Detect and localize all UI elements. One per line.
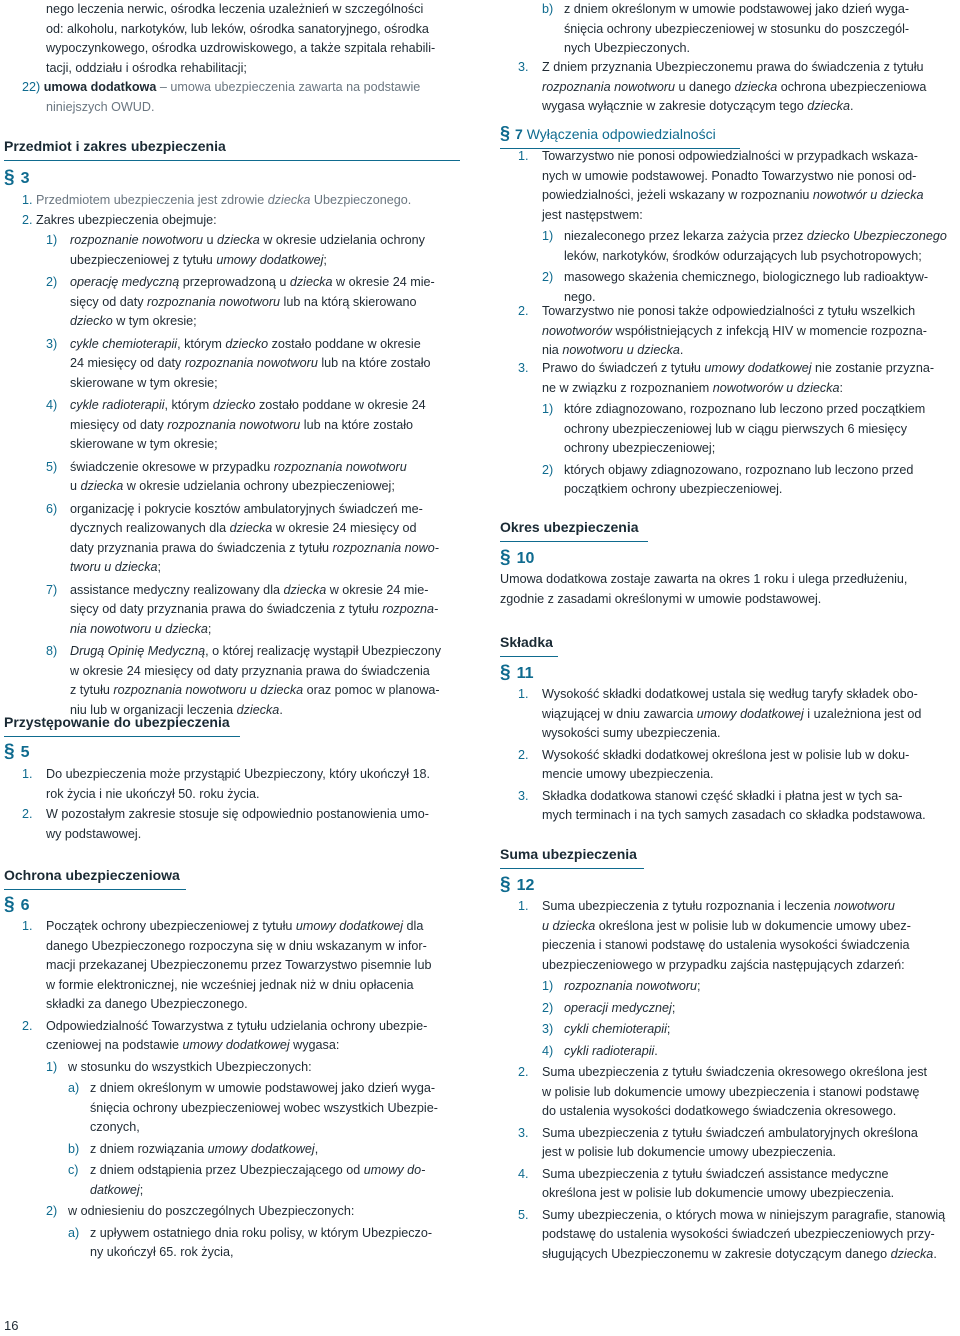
- page-number: 16: [4, 1318, 19, 1333]
- item-number: 2.: [22, 807, 33, 821]
- paragraph-number: 3: [20, 170, 30, 187]
- item-number: 8): [46, 644, 58, 658]
- def-text: – umowa ubezpieczenia zawarta na podstawie: [156, 80, 421, 94]
- numbered-item: [518, 1206, 958, 1265]
- item-3: [518, 58, 958, 117]
- letter-item: [68, 1161, 462, 1200]
- line: wysokości sumy ubezpieczenia.: [542, 726, 721, 740]
- item-number: 4): [46, 398, 58, 412]
- item-text: [564, 1042, 958, 1062]
- item-text: [68, 1202, 462, 1222]
- para6-content: [22, 917, 462, 1263]
- line: danego Ubezpieczonego rozpoczyna się w dniu wskazanym w infor-: [46, 938, 427, 953]
- section-heading-przystapienie: Przystępowanie do ubezpieczenia: [4, 713, 240, 737]
- line: w odniesieniu do poszczególnych Ubezpieczonych:: [68, 1204, 355, 1218]
- line: śnięcia ochrony ubezpieczeniowej w stosunku do poszczegól-: [564, 21, 910, 36]
- para7-item2: [518, 302, 958, 361]
- item-number: 5.: [518, 1207, 529, 1222]
- section-title: Wyłączenia odpowiedzialności: [526, 126, 716, 142]
- item-text: [542, 58, 958, 117]
- section-sign-icon: §: [500, 662, 511, 683]
- scope-item: [46, 458, 462, 497]
- line: Umowa dodatkowa zostaje zawarta na okres 1 roku i ulega przedłużeniu,: [500, 572, 908, 586]
- sub-item: [542, 1042, 958, 1062]
- sub-item: [542, 1020, 958, 1040]
- section-heading-ochrona: Ochrona ubezpieczeniowa: [4, 866, 186, 890]
- sub-item: [46, 1202, 462, 1222]
- intro-line: wypoczynkowego, ośrodka uzdrowiskowego, a także szpitala rehabili-: [46, 41, 436, 55]
- def-number: 22): [22, 80, 41, 94]
- item-text: [90, 1224, 462, 1263]
- numbered-item: [518, 359, 958, 398]
- para11-items: [518, 685, 958, 826]
- line: Wysokość składki dodatkowej ustala się według taryfy składek obo-: [542, 687, 918, 701]
- line: Z dniem przyznania Ubezpieczonemu prawa do świadczenia z tytułu: [542, 60, 924, 74]
- item-number: 4): [542, 1043, 554, 1058]
- section-heading-przedmiot: Przedmiot i zakres ubezpieczenia: [4, 137, 460, 161]
- line: w polisie lub dokumencie umowy ubezpieczenia i stanowi podstawę: [542, 1084, 920, 1099]
- para7-item3: [518, 359, 958, 500]
- numbered-item: [518, 685, 958, 744]
- paragraph-mark: [4, 742, 29, 763]
- line: z dniem określonym w umowie podstawowej jako dzień wyga-: [564, 2, 910, 16]
- line: rozpoznanie nowotworu u dziecka w okresie udzielania ochrony: [70, 233, 425, 247]
- paragraph-mark: [4, 895, 29, 916]
- line: zgodnie z zasadami określonymi w umowie podstawowej.: [500, 591, 822, 606]
- line: assistance medyczny realizowany dla dziecka w okresie 24 mie-: [70, 582, 429, 597]
- item-text: [70, 231, 462, 270]
- line: nych w umowie podstawowej. Ponadto Towarzystwo nie ponosi od-: [542, 168, 917, 183]
- paragraph-number: 6: [20, 897, 30, 914]
- line: początkiem ochrony ubezpieczeniowej.: [564, 482, 783, 496]
- numbered-item: [518, 746, 958, 785]
- intro-text: [46, 0, 462, 78]
- item-text: [542, 1124, 958, 1163]
- section-sign-icon: §: [500, 547, 511, 568]
- line: określona jest w polisie lub dokumencie umowy ubezpieczenia.: [542, 1186, 895, 1200]
- numbered-item: [518, 58, 958, 117]
- line: operacji medycznej;: [564, 1000, 676, 1015]
- line: mencie umowy ubezpieczenia.: [542, 767, 714, 781]
- scope-item: [46, 335, 462, 394]
- section-sign-icon: §: [4, 741, 15, 762]
- item-text: [90, 1161, 462, 1200]
- line: wiązującej w dniu zawarcia umowy dodatkowej i uzależniona jest od: [542, 706, 922, 721]
- line: jest następstwem:: [542, 207, 643, 222]
- item-text: Zakres ubezpieczenia obejmuje:: [36, 213, 217, 227]
- item-text: Ubezpieczonego.: [310, 193, 412, 207]
- item-text: [46, 765, 462, 804]
- para6-item2: [22, 1017, 462, 1056]
- item-number: 2.: [518, 304, 529, 318]
- def-text-cont: niniejszych OWUD.: [46, 99, 155, 114]
- line: sięcy od daty rozpoznania nowotworu lub na którą skierowano: [70, 294, 417, 309]
- line: z upływem ostatniego dnia roku polisy, w którym Ubezpieczo-: [90, 1225, 433, 1240]
- scope-item: [46, 500, 462, 578]
- numbered-item: [518, 1063, 958, 1122]
- item-number: 2): [542, 1000, 554, 1015]
- item-number: 1.: [22, 919, 33, 933]
- item-text: [564, 461, 958, 500]
- item-number: 1): [46, 1059, 58, 1074]
- item-number: 1): [542, 229, 554, 243]
- item-text: [564, 400, 958, 459]
- scope-item: [46, 642, 462, 720]
- para3-item2: [22, 211, 462, 231]
- item-number: 1.: [518, 687, 529, 701]
- item-text: [564, 1020, 958, 1040]
- line: niu lub w organizacji leczenia dziecka.: [70, 702, 283, 717]
- para10-text: [500, 570, 958, 609]
- numbered-item: [518, 302, 958, 361]
- numbered-item: [518, 147, 958, 225]
- line: Towarzystwo nie ponosi także odpowiedzialności z tytułu wszelkich: [542, 304, 916, 318]
- para7-item1: [518, 147, 958, 307]
- def-term: umowa dodatkowa: [43, 80, 157, 94]
- item-number: 2.: [22, 213, 33, 227]
- para7-sub: [542, 400, 958, 500]
- paragraph-mark: [500, 663, 534, 684]
- line: z dniem określonym w umowie podstawowej jako dzień wyga-: [90, 1081, 436, 1095]
- item-number: 1.: [22, 193, 33, 207]
- item-number: 4.: [518, 1166, 529, 1181]
- numbered-item: [518, 897, 958, 975]
- section-sign-icon: §: [500, 874, 511, 895]
- line: Drugą Opinię Medyczną, o której realizację wystąpił Ubezpieczony: [70, 644, 441, 658]
- line: podstawę do ustalenia wysokości świadczeń ubezpieczeniowych przy-: [542, 1227, 935, 1241]
- scope-list: [46, 231, 462, 720]
- item-number: 3.: [518, 361, 529, 375]
- item-text: [542, 1206, 958, 1265]
- line: tworu u dziecka;: [70, 560, 161, 574]
- para6-sub2-letters: [68, 1224, 462, 1263]
- line: których objawy zdiagnozowano, rozpoznano lub leczono przed: [564, 462, 914, 477]
- item-text: [70, 335, 462, 394]
- line: u dziecka w okresie udzielania ochrony ubezpieczeniowej;: [70, 479, 395, 493]
- item-text: [46, 917, 462, 1015]
- line: W pozostałym zakresie stosuje się odpowiednio postanowienia umo-: [46, 807, 429, 821]
- line: składki za danego Ubezpieczonego.: [46, 997, 248, 1011]
- line: cykle radioterapii, którym dziecko zostało poddane w okresie 24: [70, 398, 426, 412]
- line: masowego skażenia chemicznego, biologicznego lub radioaktyw-: [564, 270, 929, 284]
- item-text: [46, 1017, 462, 1056]
- sub-item: [542, 977, 958, 997]
- line: świadczenie okresowe w przypadku rozpoznania nowotworu: [70, 459, 407, 474]
- item-number: 6): [46, 501, 58, 516]
- item-number: 1.: [22, 767, 33, 781]
- sub-item: [542, 400, 958, 459]
- paragraph-mark: [500, 875, 534, 896]
- section-heading-skladka: Składka: [500, 633, 558, 657]
- sub-item: [46, 1058, 462, 1078]
- item-number: 3): [46, 336, 58, 351]
- intro-line: od: alkoholu, narkotyków, lub leków, ośrodka sanatoryjnego, ośrodka: [46, 21, 429, 36]
- item-text: [542, 897, 958, 975]
- line: skierowane w tym okresie;: [70, 437, 218, 451]
- numbered-item: [518, 787, 958, 826]
- item-number: 1.: [518, 149, 529, 163]
- item-text: [542, 787, 958, 826]
- para3-item1: [22, 191, 462, 211]
- item-number: b): [542, 2, 554, 16]
- item-text: [46, 805, 462, 844]
- line: czonych,: [90, 1120, 140, 1134]
- line: Suma ubezpieczenia z tytułu rozpoznania i leczenia nowotworu: [542, 899, 895, 913]
- item-number: 1): [46, 233, 58, 247]
- item-number: 1): [542, 979, 554, 993]
- item-number: 1.: [518, 899, 529, 913]
- sub-item: [542, 461, 958, 500]
- letter-item: [68, 1140, 462, 1160]
- item-number: 2.: [518, 1065, 529, 1079]
- item-text: [70, 458, 462, 497]
- item-text: [70, 396, 462, 455]
- line: Składka dodatkowa stanowi część składki i płatna jest w tych sa-: [542, 788, 903, 803]
- para5-item2: [22, 805, 462, 844]
- line: pieczenia i stanowi podstawę do ustalenia wysokości świadczenia: [542, 938, 910, 952]
- item-number: 3.: [518, 788, 529, 803]
- item-text: [564, 227, 958, 266]
- line: mych terminach i na tych samych zasadach co składka podstawowa.: [542, 808, 926, 822]
- line: ne w związku z rozpoznaniem nowotworów u dziecka:: [542, 380, 843, 395]
- item-text: [542, 1165, 958, 1204]
- para6-item1: [22, 917, 462, 1015]
- para6-sub1: [46, 1058, 462, 1263]
- item-number: 7): [46, 582, 58, 597]
- item-number: 2.: [22, 1018, 33, 1033]
- line: skierowane w tym okresie;: [70, 375, 218, 390]
- line: ny ukończył 65. rok życia,: [90, 1245, 234, 1259]
- item-text: [68, 1058, 462, 1078]
- numbered-item: [518, 1165, 958, 1204]
- line: wy podstawowej.: [46, 826, 142, 841]
- line: organizację i pokrycie kosztów ambulatoryjnych świadczeń me-: [70, 501, 423, 516]
- item-text: [90, 1140, 462, 1160]
- para12-items: [518, 897, 958, 1264]
- item-number: 3.: [518, 1125, 529, 1140]
- item-text: [542, 147, 958, 225]
- item-text: [542, 302, 958, 361]
- line: które zdiagnozowano, rozpoznano lub leczono przed początkiem: [564, 402, 926, 416]
- line: daty przyznania prawa do świadczenia z tytułu rozpoznania nowo-: [70, 540, 439, 555]
- item-number: 2): [542, 270, 554, 284]
- line: cykli radioterapii.: [564, 1043, 658, 1058]
- line: Początek ochrony ubezpieczeniowej z tytułu umowy dodatkowej dla: [46, 919, 424, 933]
- line: nych Ubezpieczonych.: [564, 41, 691, 55]
- line: nego.: [564, 289, 596, 304]
- item-number: 3): [542, 1022, 554, 1036]
- paragraph-number: 5: [20, 744, 30, 761]
- line: rozpoznania nowotworu u danego dziecka ochrona ubezpieczeniowa: [542, 79, 927, 94]
- line: sługujących Ubezpieczonemu w zakresie dotyczącym danego dziecka.: [542, 1246, 937, 1261]
- item-number: 2): [46, 1204, 58, 1218]
- line: Sumy ubezpieczenia, o których mowa w niniejszym paragrafie, stanowią: [542, 1207, 946, 1222]
- item-text: [542, 746, 958, 785]
- line: z tytułu rozpoznania nowotworu u dziecka oraz pomoc w planowa-: [70, 683, 440, 697]
- numbered-item: [518, 1124, 958, 1163]
- line: z dniem rozwiązania umowy dodatkowej,: [90, 1141, 319, 1156]
- line: sięcy od daty przyznania prawa do świadczenia z tytułu rozpozna-: [70, 602, 439, 616]
- line: Towarzystwo nie ponosi odpowiedzialności w przypadkach wskaza-: [542, 149, 918, 163]
- item-text: Przedmiotem ubezpieczenia jest zdrowie: [36, 193, 268, 207]
- line: operację medyczną przeprowadzoną u dziecka w okresie 24 mie-: [70, 275, 435, 289]
- line: Do ubezpieczenia może przystąpić Ubezpieczony, który ukończył 18.: [46, 767, 431, 781]
- line: śnięcia ochrony ubezpieczeniowej wobec wszystkich Ubezpie-: [90, 1100, 438, 1115]
- line: 24 miesięcy od daty rozpoznania nowotworu lub na które zostało: [70, 356, 431, 370]
- line: miesięcy od daty rozpoznania nowotworu lub na które zostało: [70, 417, 414, 432]
- item-text: [564, 999, 958, 1019]
- item-text: [70, 500, 462, 578]
- section-heading-suma: Suma ubezpieczenia: [500, 845, 644, 869]
- line: ochrony ubezpieczeniowej;: [564, 441, 716, 455]
- line: do ustalenia wysokości dodatkowego świadczenia okresowego.: [542, 1104, 897, 1118]
- section-sign-icon: §: [4, 167, 15, 188]
- line: Suma ubezpieczenia z tytułu świadczeń ambulatoryjnych określona: [542, 1125, 918, 1140]
- line: Wysokość składki dodatkowej określona jest w polisie lub w doku-: [542, 747, 910, 762]
- section-heading-wylaczenia: [500, 124, 740, 149]
- item-number: 1): [542, 402, 554, 416]
- item-text: [542, 359, 958, 398]
- scope-item: [46, 273, 462, 332]
- item-text: [70, 273, 462, 332]
- line: nia nowotworu u dziecka.: [542, 343, 684, 357]
- sub-item: [542, 999, 958, 1019]
- item-text: [542, 1063, 958, 1122]
- line: w formie elektronicznej, nie wcześniej jednak niż w dniu opłacenia: [46, 977, 414, 992]
- scope-item: [46, 396, 462, 455]
- line: ubezpieczeniowej z tytułu umowy dodatkowej;: [70, 252, 327, 267]
- paragraph-number: 10: [516, 550, 535, 567]
- item-number: 5): [46, 459, 58, 474]
- item-text: [70, 642, 462, 720]
- line: dziecko w tym okresie;: [70, 314, 197, 328]
- item-number: 2): [46, 275, 58, 289]
- line: u dziecka określona jest w polisie lub w dokumencie umowy ubez-: [542, 918, 911, 933]
- line: Suma ubezpieczenia z tytułu świadczenia okresowego określona jest: [542, 1065, 928, 1079]
- line: Prawo do świadczeń z tytułu umowy dodatkowej nie zostanie przyzna-: [542, 361, 935, 375]
- line: dycznych realizowanych dla dziecka w okresie 24 miesięcy od: [70, 521, 417, 535]
- scope-item: [46, 581, 462, 640]
- line: nowotworów współistniejących z infekcją HIV w momencie rozpozna-: [542, 323, 927, 338]
- item-text-em: dziecka: [267, 193, 311, 207]
- definition-22: [22, 78, 462, 117]
- paragraph-number: 11: [516, 665, 534, 682]
- line: ochrony ubezpieczeniowej lub w ciągu pierwszych 6 miesięcy: [564, 421, 907, 436]
- item-number: a): [68, 1225, 80, 1240]
- line: powiedzialności, jeżeli wskazany w rozpoznaniu nowotwór u dziecka: [542, 188, 924, 202]
- item-text: [542, 685, 958, 744]
- letter-item: [68, 1224, 462, 1263]
- item-text: [70, 581, 462, 640]
- line: z dniem odstąpienia przez Ubezpieczającego od umowy do-: [90, 1163, 426, 1177]
- line: niezaleconego przez lekarza zażycia przez dziecko Ubezpieczonego: [564, 229, 947, 243]
- line: w stosunku do wszystkich Ubezpieczonych:: [68, 1059, 312, 1074]
- line: Odpowiedzialność Towarzystwa z tytułu udzielania ochrony ubezpie-: [46, 1018, 428, 1033]
- sub-item: [542, 227, 958, 266]
- item-number: 2.: [518, 747, 529, 762]
- paragraph-number: 12: [516, 877, 535, 894]
- letter-item: [542, 0, 958, 59]
- section-sign-icon: §: [500, 123, 516, 143]
- line: ubezpieczeniowego w przypadku zajścia następujących zdarzeń:: [542, 957, 905, 972]
- paragraph-number: 7: [515, 126, 527, 142]
- para6-sub1-letters: [68, 1079, 462, 1200]
- item-number: a): [68, 1081, 80, 1095]
- line: rok życia i nie ukończył 50. roku życia.: [46, 786, 260, 801]
- item-number: b): [68, 1141, 80, 1156]
- line: cykli chemioterapii;: [564, 1022, 671, 1036]
- para5-item1: [22, 765, 462, 804]
- line: leków, narkotyków, środków odurzających lub psychotropowych;: [564, 248, 922, 263]
- line: rozpoznania nowotworu;: [564, 979, 701, 993]
- item-number: 3.: [518, 60, 529, 74]
- line: datkowej;: [90, 1182, 144, 1197]
- intro-line: tacji, oddziału i ośrodka rehabilitacji;: [46, 60, 247, 75]
- line: nia nowotworu u dziecka;: [70, 621, 212, 636]
- line: cykle chemioterapii, którym dziecko zostało poddane w okresie: [70, 336, 421, 351]
- section-heading-okres: Okres ubezpieczenia: [500, 518, 648, 542]
- line: wygasa wyłącznie w zakresie dotyczącym tego dziecka.: [542, 99, 854, 113]
- intro-line: nego leczenia nerwic, ośrodka leczenia uzależnień w szczególności: [46, 2, 424, 16]
- para7-sub: [542, 227, 958, 307]
- item-number: c): [68, 1163, 79, 1177]
- paragraph-mark: [4, 168, 29, 189]
- para12-sub: [542, 977, 958, 1061]
- paragraph-mark: [500, 548, 534, 569]
- line: czeniowej na podstawie umowy dodatkowej wygasa:: [46, 1038, 340, 1052]
- line: w okresie 24 miesięcy od daty przyznania prawa do świadczenia: [70, 663, 430, 678]
- item-b: [542, 0, 958, 59]
- scope-item: [46, 231, 462, 270]
- item-number: 2): [542, 462, 554, 477]
- letter-item: [68, 1079, 462, 1138]
- line: jest w polisie lub dokumencie umowy ubezpieczenia.: [542, 1145, 837, 1159]
- section-sign-icon: §: [4, 894, 15, 915]
- item-text: [90, 1079, 462, 1138]
- item-text: [564, 977, 958, 997]
- item-text: [564, 0, 958, 59]
- line: Suma ubezpieczenia z tytułu świadczeń assistance medyczne: [542, 1166, 889, 1181]
- line: macji przekazanej Ubezpieczonemu przez Towarzystwo pisemnie lub: [46, 958, 432, 972]
